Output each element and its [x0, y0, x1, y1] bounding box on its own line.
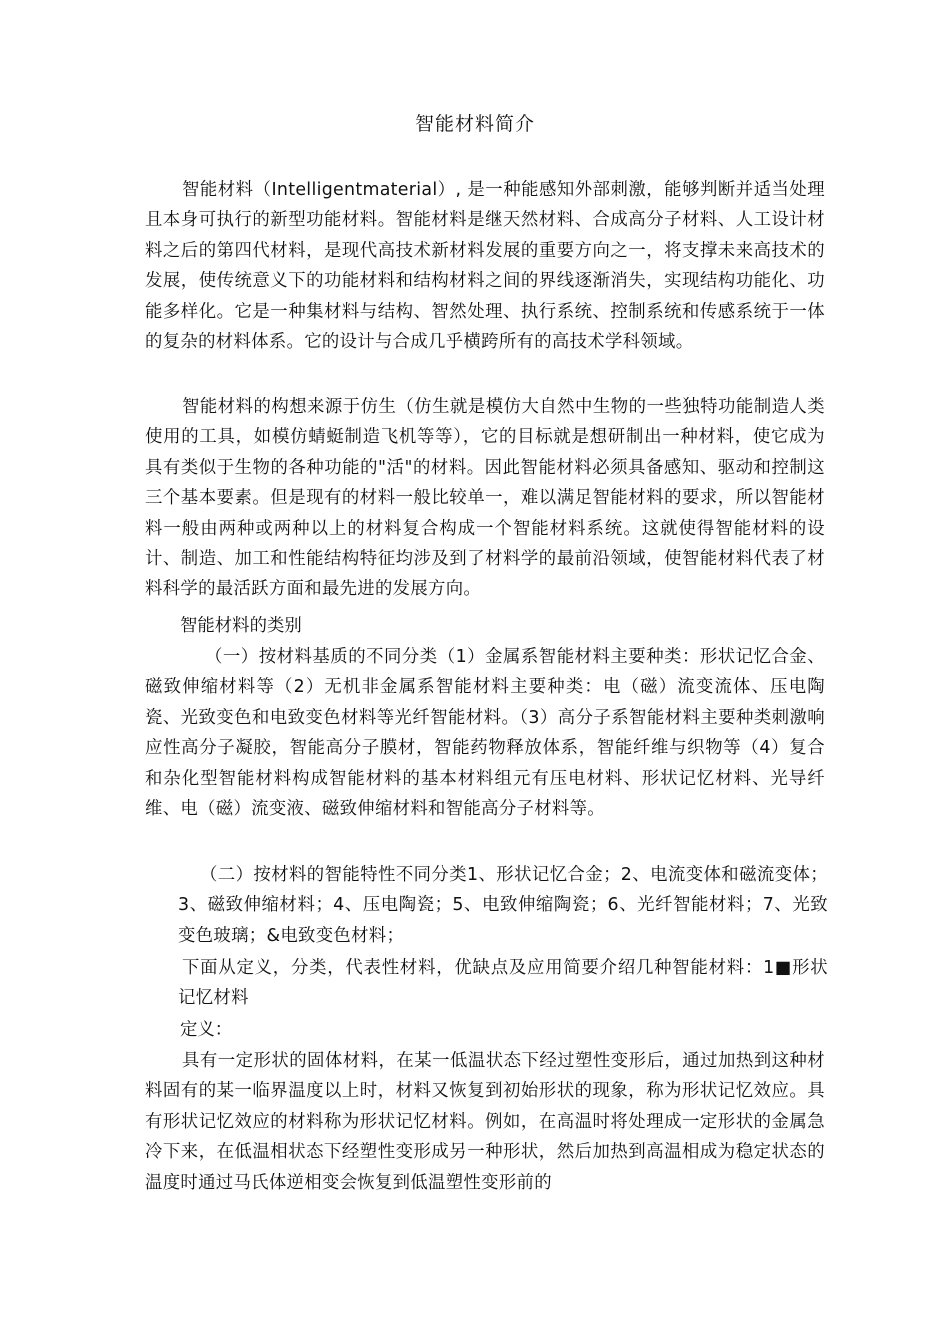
- paragraph-classification-by-property: （二）按材料的智能特性不同分类1、形状记忆合金；2、电流变体和磁流变体；3、磁致伸缩材料；4、压电陶瓷；5、电致伸缩陶瓷；6、光纤智能材料；7、光致变色玻璃；&电致变色材料；: [178, 865, 828, 946]
- paragraph-bionics-origin: 智能材料的构想来源于仿生（仿生就是模仿大自然中生物的一些独特功能制造人类使用的工具，如模仿蜻蜓制造飞机等等），它的目标就是想研制出一种材料，使它成为具有类似于生物的各种功能的"活"的材料。因此智能材料必须具备感知、驱动和控制这三个基本要素。但是现有的材料一般比较单一，难以满足智能材料的要求，所以智能材料一般由两种或两种以上的材料复合构成一个智能材料系统。这就使得智能材料的设计、制造、加工和性能结构特征均涉及到了材料学的最前沿领域，使智能材料代表了材料科学的最活跃方面和最先进的发展方向。: [145, 397, 825, 600]
- document-title: 智能材料简介: [414, 113, 535, 135]
- paragraph-classification-by-matrix: （一）按材料基质的不同分类（1）金属系智能材料主要种类：形状记忆合金、磁致伸缩材料等（2）无机非金属系智能材料主要种类：电（磁）流变流体、压电陶瓷、光致变色和电致变色材料等光纤智能材料。（3）高分子系智能材料主要种类刺激响应性高分子凝胶，智能高分子膜材，智能药物释放体系，智能纤维与织物等（4）复合和杂化型智能材料构成智能材料的基本材料组元有压电材料、形状记忆材料、光导纤维、电（磁）流变液、磁致伸缩材料和智能高分子材料等。: [145, 647, 825, 820]
- paragraph-shape-memory-definition: 具有一定形状的固体材料，在某一低温状态下经过塑性变形后，通过加热到这种材料固有的某一临界温度以上时，材料又恢复到初始形状的现象，称为形状记忆效应。具有形状记忆效应的材料称为形状记忆材料。例如，在高温时将处理成一定形状的金属急冷下来，在低温相状态下经塑性变形成另一种形状，然后加热到高温相成为稳定状态的温度时通过马氏体逆相变会恢复到低温塑性变形前的: [145, 1051, 825, 1193]
- definition-heading: 定义：: [180, 1020, 233, 1040]
- paragraph-intro-to-materials: 下面从定义，分类，代表性材料，优缺点及应用简要介绍几种智能材料：1■形状记忆材料: [178, 958, 828, 1009]
- section-heading-categories: 智能材料的类别: [180, 616, 302, 636]
- paragraph-introduction: 智能材料（Intelligentmaterial）, 是一种能感知外部刺激，能够判断并适当处理且本身可执行的新型功能材料。智能材料是继天然材料、合成高分子材料、人工设计材料之后的第四代材料，是现代高技术新材料发展的重要方向之一，将支撑未来高技术的发展，使传统意义下的功能材料和结构材料之间的界线逐渐消失，实现结构功能化、功能多样化。它是一种集材料与结构、智然处理、执行系统、控制系统和传感系统于一体的复杂的材料体系。它的设计与合成几乎横跨所有的高技术学科领域。: [145, 180, 825, 353]
